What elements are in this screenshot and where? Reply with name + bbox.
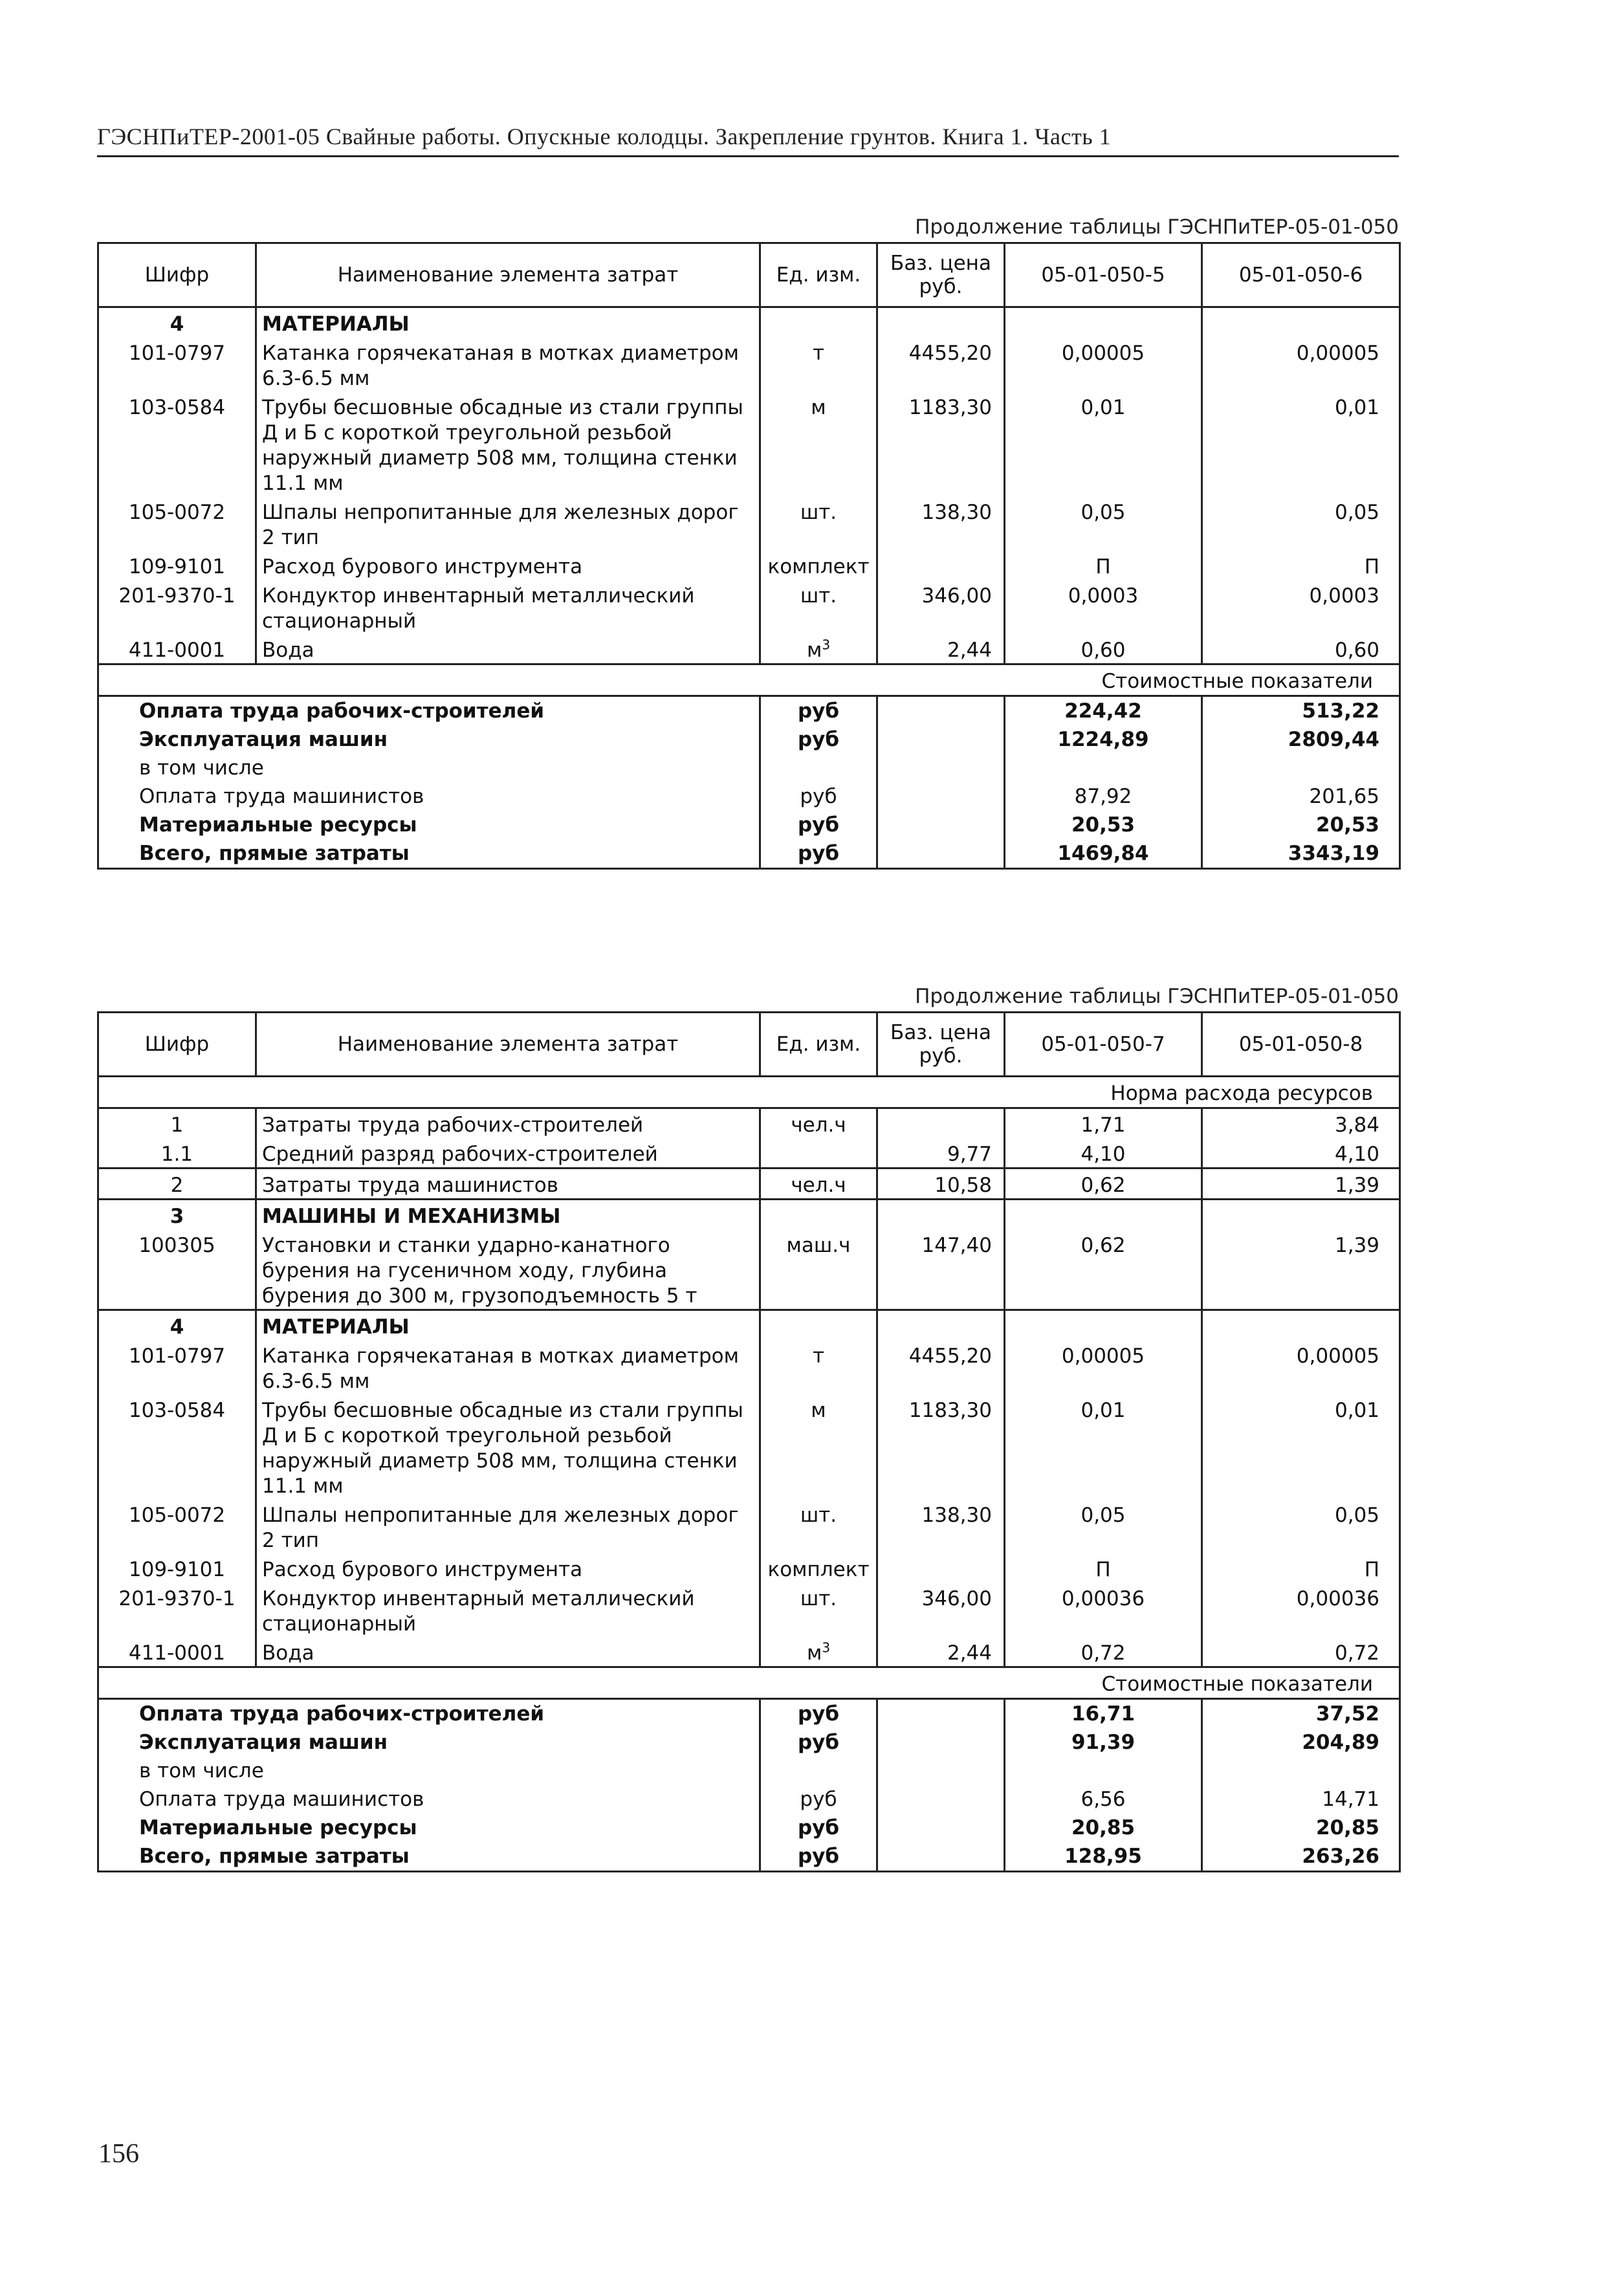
resource-unit-text: чел.ч	[791, 1174, 846, 1197]
table1-caption: Продолжение таблицы ГЭСНПиТЕР-05-01-050	[915, 215, 1399, 239]
total-spacer	[877, 1785, 1005, 1814]
total-spacer	[877, 782, 1005, 811]
total-value-b: 37,52	[1202, 1699, 1400, 1729]
resource-unit	[760, 1108, 877, 1139]
total-unit: руб	[760, 696, 877, 726]
table2-header-row	[98, 1013, 1400, 1077]
banner-spacer	[98, 1667, 1005, 1699]
material-row	[98, 337, 1400, 391]
total-unit: руб	[760, 1842, 877, 1872]
resource-norm-a: 0,00005	[1005, 1340, 1202, 1394]
total-value-b: 201,65	[1202, 782, 1400, 811]
resource-norm-a: 0,62	[1005, 1229, 1202, 1310]
resource-name: Установки и станки ударно-канатного бурения на гусеничном ходу, глубина бурения до 300 м, грузоподъемность 5 т	[256, 1229, 760, 1310]
total-value-a	[1005, 1757, 1202, 1785]
resource-norm-b: П	[1202, 1553, 1400, 1583]
resource-name: Расход бурового инструмента	[256, 551, 760, 580]
banner-spacer	[98, 664, 1005, 696]
resource-table-1	[97, 242, 1401, 870]
resource-name: Катанка горячекатаная в мотках диаметром 6.3-6.5 мм	[256, 337, 760, 391]
resource-unit	[760, 551, 877, 580]
total-row	[98, 1814, 1400, 1842]
total-spacer	[877, 725, 1005, 754]
resource-base-price: 346,00	[877, 580, 1005, 634]
total-label: Оплата труда машинистов	[98, 1785, 760, 1814]
resource-norm-a: П	[1005, 551, 1202, 580]
col-price-header: Баз. цена руб.	[877, 1013, 1005, 1077]
total-unit	[760, 1757, 877, 1785]
section-empty-cell	[877, 1310, 1005, 1341]
total-label: Эксплуатация машин	[98, 1728, 760, 1757]
total-spacer	[877, 1757, 1005, 1785]
material-row	[98, 1340, 1400, 1394]
table1-header-row	[98, 243, 1400, 307]
resource-unit	[760, 1394, 877, 1499]
resource-norm-b: 0,05	[1202, 496, 1400, 551]
total-row	[98, 1699, 1400, 1729]
total-unit	[760, 754, 877, 782]
resource-code: 101-0797	[98, 1340, 256, 1394]
total-label: Всего, прямые затраты	[98, 839, 760, 869]
resource-unit	[760, 1499, 877, 1553]
resource-norm-a: П	[1005, 1553, 1202, 1583]
total-label: Оплата труда рабочих-строителей	[98, 696, 760, 726]
resource-code: 100305	[98, 1229, 256, 1310]
total-spacer	[877, 811, 1005, 839]
total-spacer	[877, 1842, 1005, 1872]
section-title: МАТЕРИАЛЫ	[256, 307, 760, 338]
resource-base-price: 9,77	[877, 1138, 1005, 1168]
resource-norm-b: 1,39	[1202, 1168, 1400, 1200]
col-norm-a-header: 05-01-050-7	[1005, 1013, 1202, 1077]
resource-code: 103-0584	[98, 391, 256, 496]
col-price-header: Баз. цена руб.	[877, 243, 1005, 307]
total-row	[98, 696, 1400, 726]
running-header: ГЭСНПиТЕР-2001-05 Свайные работы. Опускные колодцы. Закрепление грунтов. Книга 1. Часть 1	[97, 124, 1112, 149]
resource-unit	[760, 634, 877, 664]
table1-body	[98, 307, 1400, 869]
resource-norm-b: 0,60	[1202, 634, 1400, 664]
section-empty-cell	[1005, 307, 1202, 338]
resource-name: Вода	[256, 634, 760, 664]
total-unit: руб	[760, 782, 877, 811]
resource-base-price: 1183,30	[877, 1394, 1005, 1499]
total-row	[98, 1728, 1400, 1757]
section-empty-cell	[877, 307, 1005, 338]
total-label: Материальные ресурсы	[98, 811, 760, 839]
resource-name: Шпалы непропитанные для железных дорог 2 тип	[256, 1499, 760, 1553]
resource-code: 2	[98, 1168, 256, 1200]
total-value-b: 3343,19	[1202, 839, 1400, 869]
total-row	[98, 839, 1400, 869]
labor-row	[98, 1138, 1400, 1168]
total-unit: руб	[760, 811, 877, 839]
material-row	[98, 1394, 1400, 1499]
resource-base-price: 4455,20	[877, 337, 1005, 391]
resource-norm-b: П	[1202, 551, 1400, 580]
col-norm-b-header: 05-01-050-6	[1202, 243, 1400, 307]
resource-norm-a: 0,05	[1005, 496, 1202, 551]
cost-banner	[98, 664, 1400, 696]
resource-code: 411-0001	[98, 1637, 256, 1667]
resource-base-price: 138,30	[877, 1499, 1005, 1553]
resource-name: Трубы бесшовные обсадные из стали группы Д и Б с короткой треугольной резьбой наружный диаметр 508 мм, толщина стенки 11.1 мм	[256, 391, 760, 496]
resource-norm-a: 0,00036	[1005, 1583, 1202, 1637]
resource-unit	[760, 1168, 877, 1200]
resource-norm-b: 4,10	[1202, 1138, 1400, 1168]
total-value-a: 91,39	[1005, 1728, 1202, 1757]
total-value-a	[1005, 754, 1202, 782]
resource-norm-b: 0,72	[1202, 1637, 1400, 1667]
resource-unit-superscript: 3	[822, 1640, 831, 1656]
total-label: в том числе	[98, 1757, 760, 1785]
col-code-header: Шифр	[98, 1013, 256, 1077]
total-value-a: 128,95	[1005, 1842, 1202, 1872]
total-value-a: 87,92	[1005, 782, 1202, 811]
cost-banner-text: Стоимостные показатели	[1005, 664, 1400, 696]
table2-caption: Продолжение таблицы ГЭСНПиТЕР-05-01-050	[915, 985, 1399, 1008]
resource-unit-text: м	[811, 1399, 826, 1422]
total-value-a: 224,42	[1005, 696, 1202, 726]
resource-base-price: 4455,20	[877, 1340, 1005, 1394]
resource-norm-a: 0,72	[1005, 1637, 1202, 1667]
resource-name: Средний разряд рабочих-строителей	[256, 1138, 760, 1168]
material-row	[98, 1499, 1400, 1553]
section-code: 4	[98, 1310, 256, 1341]
total-row	[98, 782, 1400, 811]
total-value-b: 14,71	[1202, 1785, 1400, 1814]
resource-norm-b: 0,00036	[1202, 1583, 1400, 1637]
resource-base-price: 147,40	[877, 1229, 1005, 1310]
resource-norm-a: 0,05	[1005, 1499, 1202, 1553]
total-row	[98, 811, 1400, 839]
resource-norm-b: 0,05	[1202, 1499, 1400, 1553]
resource-code: 411-0001	[98, 634, 256, 664]
total-spacer	[877, 1728, 1005, 1757]
resource-norm-a: 0,00005	[1005, 337, 1202, 391]
resource-unit	[760, 1138, 877, 1168]
resource-code: 201-9370-1	[98, 1583, 256, 1637]
total-row	[98, 1757, 1400, 1785]
resource-code: 105-0072	[98, 1499, 256, 1553]
total-value-b: 2809,44	[1202, 725, 1400, 754]
banner-spacer	[98, 1077, 1005, 1108]
resource-name: Расход бурового инструмента	[256, 1553, 760, 1583]
resource-name: Кондуктор инвентарный металлический стационарный	[256, 580, 760, 634]
resource-unit-superscript: 3	[822, 637, 831, 653]
total-row	[98, 754, 1400, 782]
section-code: 4	[98, 307, 256, 338]
total-label: Оплата труда рабочих-строителей	[98, 1699, 760, 1729]
resource-norm-a: 4,10	[1005, 1138, 1202, 1168]
resource-unit	[760, 337, 877, 391]
col-code-header: Шифр	[98, 243, 256, 307]
section-empty-cell	[877, 1200, 1005, 1230]
resource-norm-b: 1,39	[1202, 1229, 1400, 1310]
resource-base-price	[877, 1108, 1005, 1139]
resource-code: 103-0584	[98, 1394, 256, 1499]
norm-banner-text: Норма расхода ресурсов	[1005, 1077, 1400, 1108]
total-value-a: 20,53	[1005, 811, 1202, 839]
resource-name: Катанка горячекатаная в мотках диаметром 6.3-6.5 мм	[256, 1340, 760, 1394]
resource-name: Трубы бесшовные обсадные из стали группы Д и Б с короткой треугольной резьбой наружный диаметр 508 мм, толщина стенки 11.1 мм	[256, 1394, 760, 1499]
material-row	[98, 391, 1400, 496]
resource-norm-a: 0,01	[1005, 1394, 1202, 1499]
section-empty-cell	[760, 1310, 877, 1341]
total-spacer	[877, 754, 1005, 782]
resource-unit-text: м	[811, 396, 826, 419]
resource-norm-b: 3,84	[1202, 1108, 1400, 1139]
total-value-a: 20,85	[1005, 1814, 1202, 1842]
total-spacer	[877, 696, 1005, 726]
total-value-a: 1469,84	[1005, 839, 1202, 869]
resource-name: Вода	[256, 1637, 760, 1667]
total-value-a: 16,71	[1005, 1699, 1202, 1729]
material-row	[98, 1583, 1400, 1637]
col-unit-header: Ед. изм.	[760, 243, 877, 307]
resource-norm-b: 0,01	[1202, 1394, 1400, 1499]
resource-unit	[760, 1553, 877, 1583]
material-row	[98, 496, 1400, 551]
resource-base-price: 1183,30	[877, 391, 1005, 496]
resource-norm-a: 1,71	[1005, 1108, 1202, 1139]
resource-unit-text: м	[806, 639, 822, 662]
total-row	[98, 725, 1400, 754]
total-value-a: 1224,89	[1005, 725, 1202, 754]
resource-unit	[760, 1229, 877, 1310]
total-value-a: 6,56	[1005, 1785, 1202, 1814]
resource-norm-b: 0,00005	[1202, 337, 1400, 391]
resource-unit-text: т	[812, 342, 825, 365]
material-row	[98, 580, 1400, 634]
section-empty-cell	[1005, 1310, 1202, 1341]
material-row	[98, 1637, 1400, 1667]
section-empty-cell	[1202, 307, 1400, 338]
resource-base-price: 2,44	[877, 634, 1005, 664]
section-empty-cell	[1202, 1200, 1400, 1230]
resource-unit-text: т	[812, 1344, 825, 1368]
resource-unit-text: шт.	[800, 501, 837, 524]
table2-body	[98, 1077, 1400, 1872]
resource-base-price: 346,00	[877, 1583, 1005, 1637]
total-row	[98, 1785, 1400, 1814]
resource-unit-text: шт.	[800, 1587, 837, 1610]
resource-unit-text: комплект	[767, 555, 870, 578]
total-unit: руб	[760, 1699, 877, 1729]
resource-code: 201-9370-1	[98, 580, 256, 634]
section-empty-cell	[1005, 1200, 1202, 1230]
resource-base-price	[877, 551, 1005, 580]
section-row	[98, 1310, 1400, 1341]
resource-base-price: 2,44	[877, 1637, 1005, 1667]
labor-row	[98, 1168, 1400, 1200]
resource-base-price	[877, 1553, 1005, 1583]
resource-norm-b: 0,00005	[1202, 1340, 1400, 1394]
resource-base-price: 138,30	[877, 496, 1005, 551]
col-norm-a-header: 05-01-050-5	[1005, 243, 1202, 307]
resource-norm-b: 0,01	[1202, 391, 1400, 496]
total-value-b	[1202, 1757, 1400, 1785]
total-label: в том числе	[98, 754, 760, 782]
resource-table-2	[97, 1011, 1401, 1872]
resource-unit	[760, 391, 877, 496]
total-value-b: 513,22	[1202, 696, 1400, 726]
total-value-b: 20,85	[1202, 1814, 1400, 1842]
resource-code: 109-9101	[98, 1553, 256, 1583]
page-number: 156	[98, 2139, 139, 2169]
section-empty-cell	[760, 307, 877, 338]
total-unit: руб	[760, 1785, 877, 1814]
total-unit: руб	[760, 1814, 877, 1842]
section-empty-cell	[760, 1200, 877, 1230]
total-value-b: 204,89	[1202, 1728, 1400, 1757]
section-title: МАШИНЫ И МЕХАНИЗМЫ	[256, 1200, 760, 1230]
resource-unit-text: маш.ч	[786, 1234, 851, 1257]
resource-norm-a: 0,0003	[1005, 580, 1202, 634]
resource-unit	[760, 496, 877, 551]
section-code: 3	[98, 1200, 256, 1230]
total-spacer	[877, 839, 1005, 869]
resource-code: 109-9101	[98, 551, 256, 580]
col-name-header: Наименование элемента затрат	[256, 1013, 760, 1077]
resource-name: Шпалы непропитанные для железных дорог 2 тип	[256, 496, 760, 551]
resource-code: 101-0797	[98, 337, 256, 391]
total-label: Эксплуатация машин	[98, 725, 760, 754]
total-value-b: 263,26	[1202, 1842, 1400, 1872]
total-spacer	[877, 1699, 1005, 1729]
section-row	[98, 1200, 1400, 1230]
total-value-b	[1202, 754, 1400, 782]
material-row	[98, 634, 1400, 664]
resource-name: Кондуктор инвентарный металлический стационарный	[256, 1583, 760, 1637]
resource-unit	[760, 580, 877, 634]
total-unit: руб	[760, 1728, 877, 1757]
resource-norm-a: 0,01	[1005, 391, 1202, 496]
total-label: Материальные ресурсы	[98, 1814, 760, 1842]
total-label: Оплата труда машинистов	[98, 782, 760, 811]
col-name-header: Наименование элемента затрат	[256, 243, 760, 307]
total-unit: руб	[760, 839, 877, 869]
machine-row	[98, 1229, 1400, 1310]
section-row	[98, 307, 1400, 338]
resource-code: 1	[98, 1108, 256, 1139]
total-row	[98, 1842, 1400, 1872]
resource-name: Затраты труда машинистов	[256, 1168, 760, 1200]
resource-unit-text: шт.	[800, 584, 837, 608]
resource-code: 1.1	[98, 1138, 256, 1168]
total-label: Всего, прямые затраты	[98, 1842, 760, 1872]
resource-norm-a: 0,62	[1005, 1168, 1202, 1200]
col-unit-header: Ед. изм.	[760, 1013, 877, 1077]
resource-norm-b: 0,0003	[1202, 580, 1400, 634]
norm-banner	[98, 1077, 1400, 1108]
total-value-b: 20,53	[1202, 811, 1400, 839]
total-spacer	[877, 1814, 1005, 1842]
total-unit: руб	[760, 725, 877, 754]
labor-row	[98, 1108, 1400, 1139]
cost-banner-text: Стоимостные показатели	[1005, 1667, 1400, 1699]
resource-unit	[760, 1340, 877, 1394]
resource-unit-text: комплект	[767, 1558, 870, 1581]
col-norm-b-header: 05-01-050-8	[1202, 1013, 1400, 1077]
cost-banner	[98, 1667, 1400, 1699]
resource-name: Затраты труда рабочих-строителей	[256, 1108, 760, 1139]
resource-unit	[760, 1637, 877, 1667]
resource-unit	[760, 1583, 877, 1637]
header-rule	[97, 155, 1399, 157]
resource-unit-text: чел.ч	[791, 1114, 846, 1137]
resource-norm-a: 0,60	[1005, 634, 1202, 664]
resource-code: 105-0072	[98, 496, 256, 551]
material-row	[98, 551, 1400, 580]
resource-base-price: 10,58	[877, 1168, 1005, 1200]
material-row	[98, 1553, 1400, 1583]
section-title: МАТЕРИАЛЫ	[256, 1310, 760, 1341]
resource-unit-text: м	[806, 1641, 822, 1665]
section-empty-cell	[1202, 1310, 1400, 1341]
resource-unit-text: шт.	[800, 1504, 837, 1527]
